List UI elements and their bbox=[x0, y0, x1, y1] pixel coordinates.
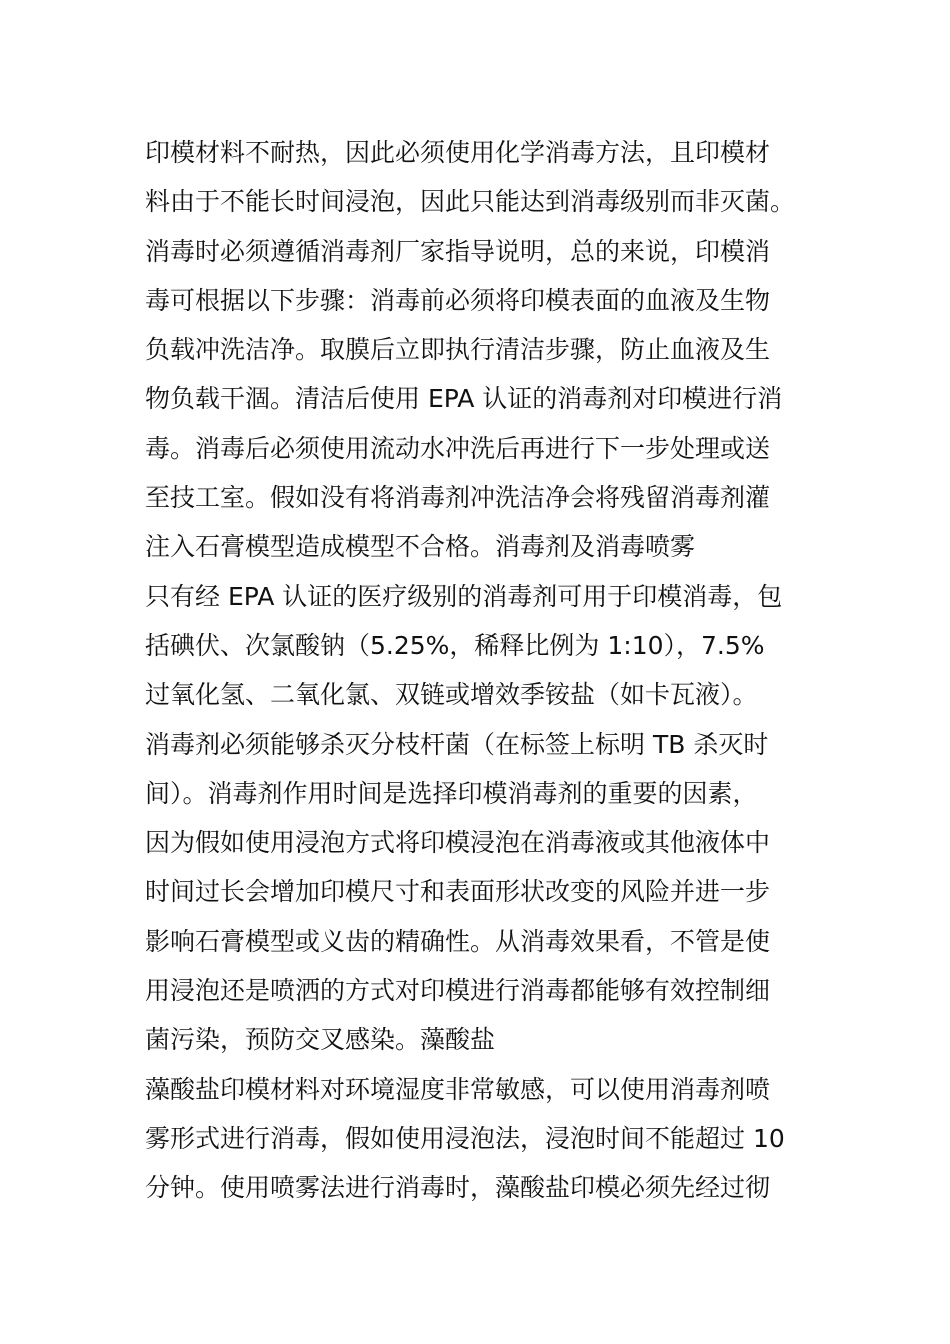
text-line: 时间过长会增加印模尺寸和表面形状改变的风险并进一步 bbox=[145, 877, 771, 907]
text-line: 毒可根据以下步骤：消毒前必须将印模表面的血液及生物 bbox=[145, 285, 771, 315]
text-line: 毒。消毒后必须使用流动水冲洗后再进行下一步处理或送 bbox=[145, 433, 771, 463]
text-line: 雾形式进行消毒，假如使用浸泡法，浸泡时间不能超过 10 bbox=[145, 1123, 785, 1153]
text-line: 间）。消毒剂作用时间是选择印模消毒剂的重要的因素， bbox=[145, 778, 758, 808]
text-line: 过氧化氢、二氧化氯、双链或增效季铵盐（如卡瓦液）。 bbox=[145, 680, 758, 710]
text-line: 影响石膏模型或义齿的精确性。从消毒效果看，不管是使 bbox=[145, 926, 771, 956]
text-line: 用浸泡还是喷洒的方式对印模进行消毒都能够有效控制细 bbox=[145, 976, 771, 1006]
text-line: 负载冲洗洁净。取膜后立即执行清洁步骤，防止血液及生 bbox=[145, 335, 771, 365]
text-line: 分钟。使用喷雾法进行消毒时，藻酸盐印模必须先经过彻 bbox=[145, 1173, 771, 1203]
text-line: 消毒剂必须能够杀灭分枝杆菌（在标签上标明 TB 杀灭时 bbox=[145, 729, 769, 759]
document-body bbox=[145, 128, 825, 1213]
text-line: 只有经 EPA 认证的医疗级别的消毒剂可用于印模消毒，包 bbox=[145, 581, 783, 611]
text-line: 印模材料不耐热，因此必须使用化学消毒方法，且印模材 bbox=[145, 138, 771, 167]
text-line: 藻酸盐印模材料对环境湿度非常敏感，可以使用消毒剂喷 bbox=[145, 1074, 771, 1104]
text-line: 因为假如使用浸泡方式将印模浸泡在消毒液或其他液体中 bbox=[145, 828, 771, 858]
text-line: 注入石膏模型造成模型不合格。消毒剂及消毒喷雾 bbox=[145, 532, 696, 562]
text-line: 菌污染，预防交叉感染。藻酸盐 bbox=[145, 1025, 496, 1055]
text-line: 消毒时必须遵循消毒剂厂家指导说明，总的来说，印模消 bbox=[145, 236, 771, 266]
text-line: 至技工室。假如没有将消毒剂冲洗洁净会将残留消毒剂灌 bbox=[145, 483, 771, 513]
text-line: 料由于不能长时间浸泡，因此只能达到消毒级别而非灭菌。 bbox=[145, 187, 796, 217]
text-line: 物负载干涸。清洁后使用 EPA 认证的消毒剂对印模进行消 bbox=[145, 384, 783, 414]
text-line: 括碘伏、次氯酸钠（5.25%，稀释比例为 1:10），7.5% bbox=[145, 630, 765, 660]
